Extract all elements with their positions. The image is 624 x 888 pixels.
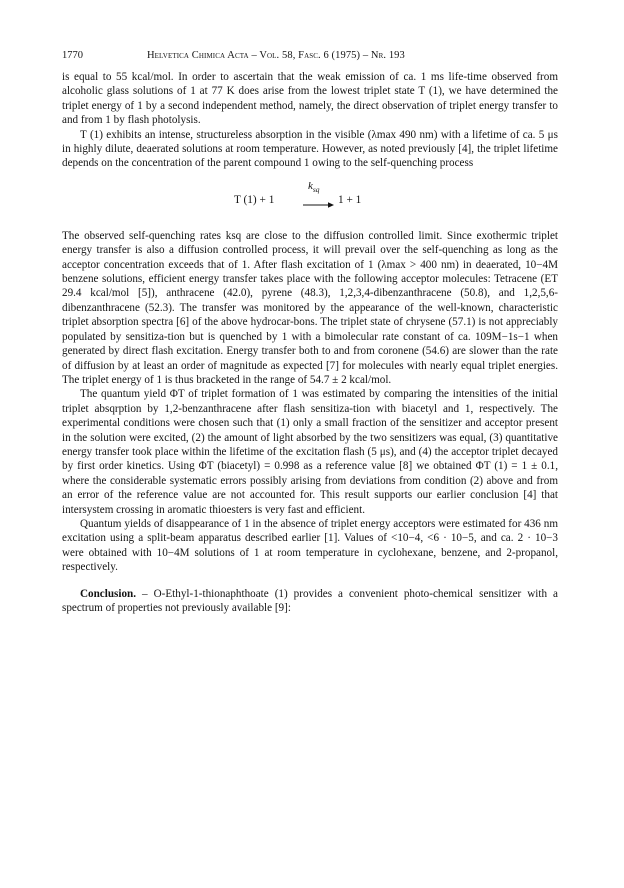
paragraph-1: is equal to 55 kcal/mol. In order to ascertain that the weak emission of ca. 1 ms life-time observed from alcoholic glass solutions of 1 at 77 K does arise from the lowest triplet state T (1), we have determined the triplet energy of 1 by a second independent method, namely, the direct observation of triplet energy transfer to and from 1 by flash photolysis.: [62, 71, 558, 127]
arrow-icon: [303, 201, 335, 209]
equation-rhs: 1 + 1: [338, 193, 362, 206]
conclusion-heading: Conclusion.: [80, 587, 137, 600]
conclusion-text: – O-Ethyl-1-thionaphthoate (1) provides a convenient photo-chemical sensitizer with a spectrum of properties not previously available [9]:: [62, 587, 558, 614]
conclusion-paragraph: [62, 587, 558, 616]
paragraph-3: The observed self-quenching rates ksq are close to the diffusion controlled limit. Since exothermic triplet energy transfer is also a diffusion controlled process, it will prevail over the self-quenching as long as the acceptor concentration exceeds that of 1. After flash excitation of 1 (λmax > 400 nm) in deaerated, 10−4M benzene solutions, efficient energy transfer takes place with the following acceptor molecules: Tetracene (ET 29.4 kcal/mol [5]), anthracene (42.0), pyrene (48.3), 1,2,3,4-dibenzanthracene (50.8), and 1,2,5,6-dibenzanthracene (52.3). The transfer was monitored by the appearance of the well-known, characteristic triplet absorption spectra [6] of the above hydrocar-bons. The triplet state of chrysene (57.1) is not appreciably populated by sensitiza-tion but is quenched by 1 with a bimolecular rate constant of ca. 109M−1s−1 when generated by direct flash excitation. Energy transfer both to and from coronene (54.6) are slower than the rate of diffusion by at least an order of magnitude as expected [7] for molecules with nearly equal triplet energies. The triplet energy of 1 is thus bracketed in the range of 54.7 ± 2 kcal/mol.: [62, 229, 558, 386]
paragraph-5: Quantum yields of disappearance of 1 in the absence of triplet energy acceptors were estimated for 436 nm excitation using a split-beam apparatus described earlier [1]. Values of <10−4, <6 · 10−5, and ca. 2 · 10−3 were obtained with 10−4M solutions of 1 at room temperature in cyclohexane, benzene, and 2-propanol, respectively.: [62, 517, 558, 574]
article-body: [62, 70, 558, 615]
page-header: [62, 50, 558, 64]
running-title: Helvetica Chimica Acta – Vol. 58, Fasc. 6 (1975) – Nr. 193: [147, 50, 405, 61]
rate-constant-label: $k_{sq}$: [308, 179, 320, 195]
reaction-arrow: [303, 179, 333, 209]
paragraph-2: T (1) exhibits an intense, structureless absorption in the visible (λmax 490 nm) with a lifetime of ca. 5 μs in highly dilute, deaerated solutions at room temperature. However, as noted previously [4], the triplet lifetime depends on the concentration of the parent compound 1 owing to the self-quenching process: [62, 128, 558, 170]
self-quenching-equation: [62, 179, 558, 223]
page-number: 1770: [62, 50, 83, 61]
equation-lhs: T (1) + 1: [234, 193, 275, 206]
paragraph-4: The quantum yield ΦT of triplet formation of 1 was estimated by comparing the intensities of the initial triplet absqrption by 1,2-benzanthracene after flash sensitiza-tion with biacetyl and 1, respectively. The experimental conditions were chosen such that (1) only a small fraction of the sensitizer and acceptor present in the solution were excited, (2) the amount of light absorbed by the two sensitizers was equal, (3) quantitative energy transfer took place within the lifetime of the excitation flash (5 μs), and (4) the acceptor triplet decayed by first order kinetics. Using ΦT (biacetyl) = 0.998 as a reference value [8] we obtained ΦT (1) = 1 ± 0.1, where the considerable systematic errors possibly arising from deviations from condition (2) above and from an error of the reference value are not accounted for. This result supports our earlier conclusion [4] that intersystem crossing in aromatic thioesters is very fast and efficient.: [62, 388, 558, 516]
